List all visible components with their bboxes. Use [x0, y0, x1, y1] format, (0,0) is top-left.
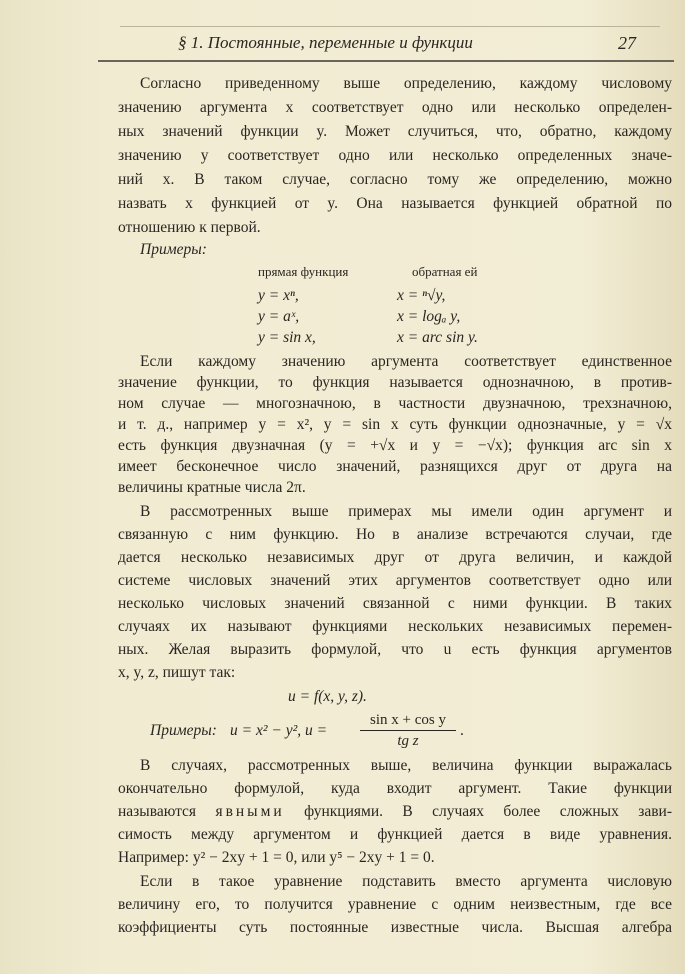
- text-line: значение функции, то функция называется однозначною, в против-: [118, 374, 672, 391]
- examples2-label: Примеры:: [150, 722, 217, 739]
- formula-example: u = x² − y², u =: [230, 722, 328, 739]
- text-line: есть функция двузначная (y = +√x и y = −√x); функция arc sin x: [118, 437, 672, 454]
- text-line: имеет бесконечное число значений, разнящихся друг от друга на: [118, 458, 672, 475]
- text-line: ных. Желая выразить формулой, что u есть функция аргументов: [118, 641, 672, 658]
- text-line: В рассмотренных выше примерах мы имели один аргумент и: [140, 503, 672, 520]
- fraction: [360, 711, 456, 751]
- fraction-denominator: tg z: [397, 733, 419, 749]
- formula-inverse: x = arc sin y.: [397, 329, 478, 346]
- formula-direct: y = xⁿ,: [258, 287, 299, 304]
- text-line: ном случае — многозначною, в частности двузначною, трехзначною,: [118, 395, 672, 412]
- formula-direct: y = sin x,: [258, 329, 316, 346]
- text-line: ний x. В таком случае, согласно тому же определению, можно: [118, 171, 672, 188]
- text-line: отношению к первой.: [118, 219, 261, 236]
- text-line: значению аргумента x соответствует одно или несколько определен-: [118, 99, 672, 116]
- formula-inverse: x = ⁿ√y,: [397, 287, 446, 304]
- text-line: окончательно формулой, куда входит аргумент. Такие функции: [118, 780, 672, 797]
- text-line: x, y, z, пишут так:: [118, 664, 236, 681]
- bleed-through-rule: [120, 26, 660, 27]
- text-line: связанную с ним функцию. Но в анализе встречаются случаи, где: [118, 526, 672, 543]
- text-line: симость между аргументом и функцией дается в виде уравнения.: [118, 826, 672, 843]
- page-number: 27: [618, 33, 636, 53]
- text-line: Если в такое уравнение подставить вместо аргумента числовую: [140, 873, 672, 890]
- text-line: величины кратные числа 2π.: [118, 479, 306, 496]
- text-line: и т. д., например y = x², y = sin x суть функции однозначные, y = √x: [118, 416, 672, 433]
- text-line: коэффициенты суть постоянные известные числа. Высшая алгебра: [118, 919, 672, 936]
- text-line: Если каждому значению аргумента соответствует единственное: [140, 353, 672, 370]
- text-span: функциями. В случаях более сложных зави-: [304, 803, 672, 820]
- spaced-term: явными: [215, 803, 285, 820]
- text-line: случаях их называют функциями нескольких независимых перемен-: [118, 618, 672, 635]
- examples-label: Примеры:: [140, 241, 207, 258]
- formula-direct: y = aˣ,: [258, 308, 300, 325]
- text-line: дается несколько независимых друг от друга величин, и каждой: [118, 549, 672, 566]
- formula-period: .: [460, 722, 464, 739]
- header-rule: [98, 60, 674, 62]
- text-line: значению y соответствует одно или несколько определенных значе-: [118, 147, 672, 164]
- formula-inverse: x = logₐ y,: [397, 308, 461, 325]
- text-line: величину его, то получится уравнение с одним неизвестным, где все: [118, 896, 672, 913]
- formula-u: u = f(x, y, z).: [288, 688, 367, 705]
- text-line: назвать x функцией от y. Она называется функцией обратной по: [118, 195, 672, 212]
- column-header-inverse: обратная ей: [412, 264, 478, 279]
- running-header: § 1. Постоянные, переменные и функции: [178, 33, 473, 52]
- text-line: Например: y² − 2xy + 1 = 0, или y⁵ − 2xy + 1 = 0.: [118, 849, 435, 866]
- text-line: Согласно приведенному выше определению, каждому числовому: [140, 75, 672, 92]
- fraction-numerator: sin x + cos y: [360, 711, 456, 731]
- text-line: В случаях, рассмотренных выше, величина функции выражалась: [140, 757, 672, 774]
- text-line: несколько числовых значений связанной с ними функции. В таких: [118, 595, 672, 612]
- text-line: системе числовых значений этих аргументов соответствует одно или: [118, 572, 672, 589]
- text-line: ных значений функции y. Может случиться, что, обратно, каждому: [118, 123, 672, 140]
- column-header-direct: прямая функция: [258, 264, 349, 279]
- text-span: называются: [118, 803, 197, 820]
- text-line: [118, 802, 672, 822]
